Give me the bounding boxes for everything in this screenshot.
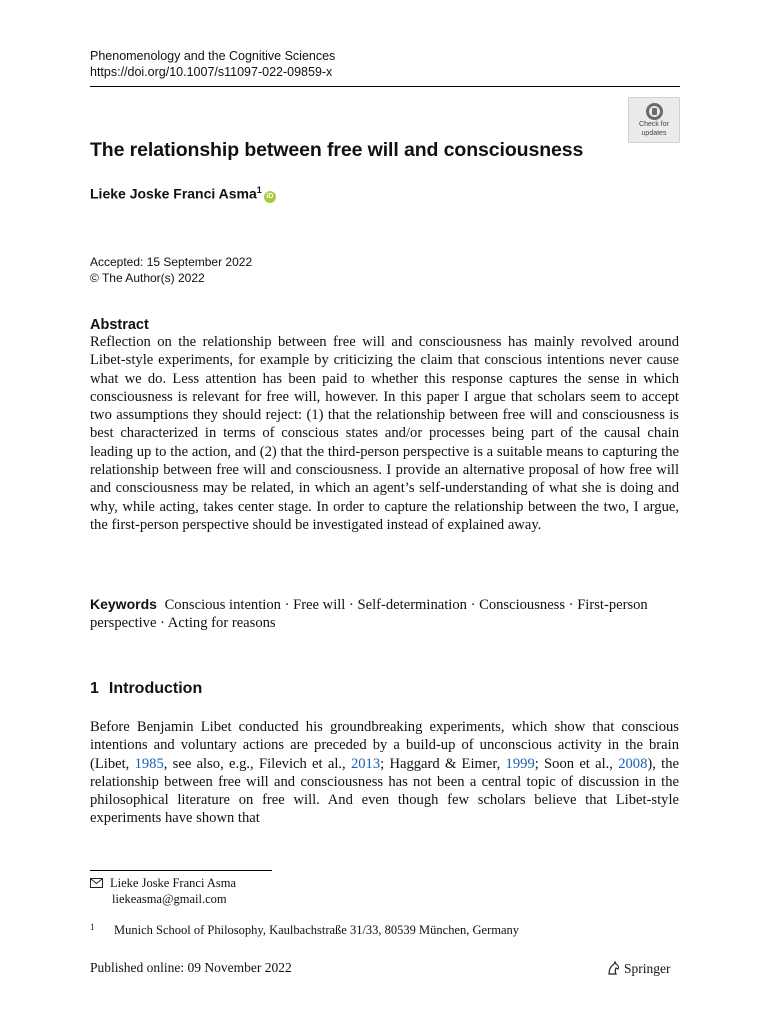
intro-text-segment: , see also, e.g., Filevich et al., — [163, 755, 351, 772]
author-affiliation-mark: 1 — [256, 185, 262, 195]
check-updates-line2: updates — [641, 130, 667, 137]
springer-horse-icon — [605, 960, 621, 980]
check-for-updates-badge[interactable] — [628, 97, 680, 143]
check-updates-icon — [646, 103, 663, 120]
section-number: 1 — [90, 680, 99, 697]
publisher-logo — [605, 960, 671, 980]
section-heading-introduction — [90, 680, 202, 698]
article-title: The relationship between free will and consciousness — [90, 139, 584, 161]
copyright: © The Author(s) 2022 — [90, 271, 205, 285]
affiliation-text: Munich School of Philosophy, Kaulbachstraße 31/33, 80539 München, Germany — [114, 923, 520, 937]
article-dates — [90, 254, 252, 286]
introduction-paragraph — [90, 718, 679, 828]
intro-text-segment: ), the relationship between free will and consciousness has not been a central topic of discussion in the philosophical literature on free will. And even though few scholars believe that Libet-style experiments have shown that — [90, 755, 679, 827]
accepted-date: Accepted: 15 September 2022 — [90, 255, 253, 269]
published-date: Published online: 09 November 2022 — [90, 960, 292, 975]
affiliation-mark: 1 — [90, 922, 95, 932]
section-title: Introduction — [108, 680, 203, 697]
intro-text-segment: ; Haggard & Eimer, — [380, 755, 506, 772]
publisher-name: Springer — [624, 961, 671, 976]
affiliation-footnote — [90, 920, 519, 938]
correspondence-name: Lieke Joske Franci Asma — [110, 876, 237, 890]
journal-header — [90, 48, 335, 80]
citation-link[interactable]: 1999 — [505, 755, 535, 772]
envelope-icon — [90, 877, 104, 892]
author-name: Lieke Joske Franci Asma — [90, 185, 257, 202]
citation-link[interactable]: 1985 — [134, 755, 164, 772]
keywords-label: Keywords — [90, 596, 157, 612]
abstract-heading: Abstract — [90, 317, 149, 333]
intro-text-segment: ; Soon et al., — [534, 755, 619, 772]
doi-link[interactable]: https://doi.org/10.1007/s11097-022-09859-x — [90, 65, 333, 79]
intro-text-segment: Before Benjamin Libet conducted his groundbreaking experiments, which show that conscious intentions and voluntary actions are preceded by a build-up of unconscious activity in the brain (Libet, — [90, 719, 679, 772]
abstract-text: Reflection on the relationship between free will and consciousness has mainly revolved around Libet-style experiments, for example by criticizing the claim that conscious intentions never cause what we do. Less attention has been paid to whether this response captures the sense in which consciousness is relevant for free will, however. In this paper I argue that scholars seem to accept two assumptions they should reject: (1) that the relationship between free will and consciousness is best characterized in terms of conscious states and/or processes being part of the causal chain leading up to the action, and (2) that the third-person perspective is a suitable means to capturing the relationship between free will and consciousness. I provide an alternative proposal of how free will and consciousness may be related, in which an agent’s self-understanding of what she is doing and why, while acting, takes center stage. In order to capture the relationship between the two, I argue, the first-person perspective should be investigated instead of explained away. — [90, 334, 679, 533]
check-updates-line1: Check for — [639, 121, 669, 128]
keywords — [90, 595, 679, 633]
orcid-icon[interactable]: iD — [264, 191, 276, 203]
journal-name: Phenomenology and the Cognitive Sciences — [90, 49, 336, 63]
header-rule — [90, 86, 680, 87]
citation-link[interactable]: 2013 — [350, 755, 381, 772]
citation-link[interactable]: 2008 — [618, 755, 648, 772]
correspondence-footnote — [90, 876, 236, 907]
author-line — [90, 185, 276, 203]
correspondence-email[interactable]: liekeasma@gmail.com — [112, 892, 227, 906]
keywords-list: Conscious intention · Free will · Self-determination · Consciousness · First-person perspective · Acting for reasons — [90, 597, 648, 632]
footnote-rule — [90, 870, 272, 871]
